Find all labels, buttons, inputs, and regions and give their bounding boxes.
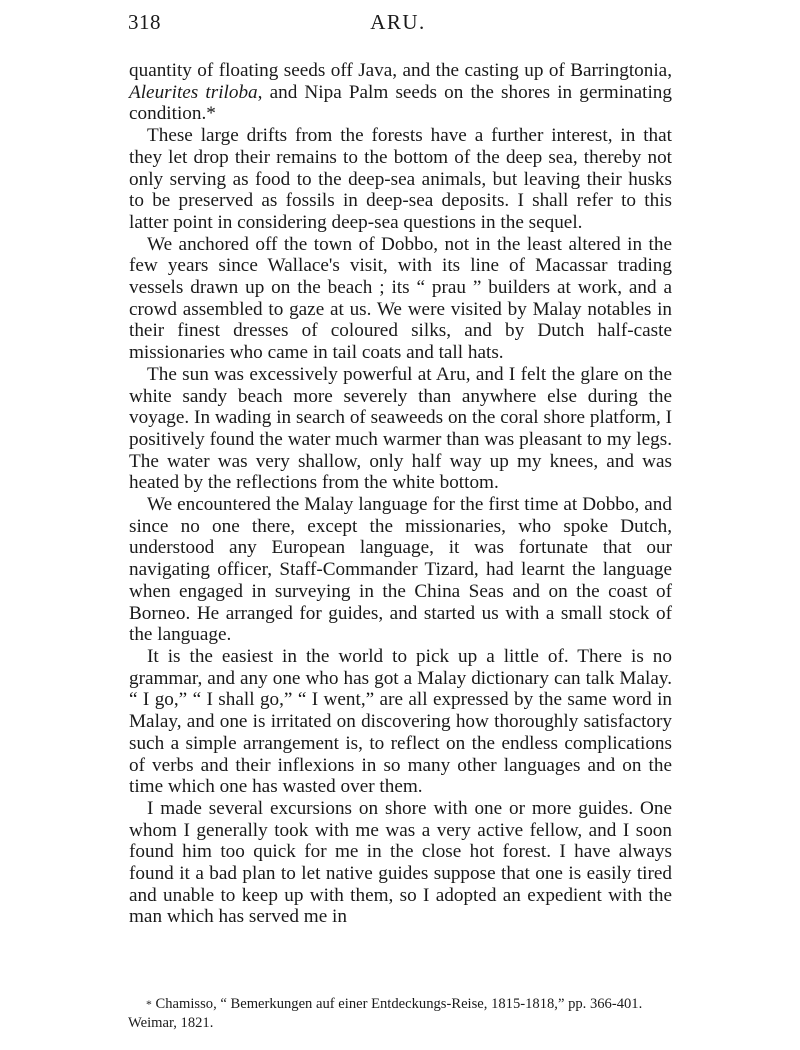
footnote	[128, 995, 673, 1032]
footnote-reference: *	[206, 103, 216, 125]
paragraph-4: The sun was excessively powerful at Aru, and I felt the glare on the white sandy beach more severely than anywhere else during the voyage. In wading in search of seaweeds on the coral shore platform, I positively found the water much warmer than was pleasant to my legs. The water was very shallow, only half way up my knees, and was heated by the reflections from the white bottom.	[129, 363, 672, 494]
footnote-text: Chamisso, “ Bemerkungen auf einer Entdeckungs-Reise, 1815-1818,” pp. 366-401. Weimar, 1821.	[128, 996, 643, 1031]
paragraph-1-start: quantity of floating seeds off Java, and the casting up of Barringtonia,	[129, 60, 672, 81]
paragraph-7: I made several excursions on shore with one or more guides. One whom I generally took with me was a very active fellow, and I soon found him too quick for me in the close hot forest. I have always found it a bad plan to let native guides suppose that one is easily tired and unable to keep up with them, so I adopted an expedient with the man which has served me in	[129, 797, 672, 928]
paragraph-2: These large drifts from the forests have a further interest, in that they let drop their remains to the bottom of the deep sea, thereby not only serving as food to the deep-sea animals, but leaving their husks to be preserved as fossils in deep-sea deposits. I shall refer to this latter point in considering deep-sea questions in the sequel.	[129, 125, 672, 233]
paragraph-5: We encountered the Malay language for the first time at Dobbo, and since no one there, except the missionaries, who spoke Dutch, understood any European language, it was fortunate that our navigating officer, Staff-Commander Tizard, had learnt the language when engaged in surveying in the China Seas and on the coast of Borneo. He arranged for guides, and started us with a small stock of the language.	[129, 494, 672, 646]
footnote-marker: *	[146, 998, 152, 1011]
body-text	[129, 60, 672, 928]
page-number: 318	[128, 10, 161, 34]
page-header	[118, 10, 678, 50]
footnote-paragraph	[128, 995, 673, 1032]
paragraph-1-end: , and Nipa Palm seeds on the shores in germinating condition.	[129, 81, 672, 125]
running-head: ARU.	[370, 10, 426, 34]
paragraph-6: It is the easiest in the world to pick up a little of. There is no grammar, and any one who has got a Malay dictionary can talk Malay. “ I go,” “ I shall go,” “ I went,” are all expressed by the same word in Malay, and one is irritated on discovering how thoroughly satisfactory such a simple arrangement is, to reflect on the endless complications of verbs and their inflexions in so many other languages and on the time which one has wasted over them.	[129, 645, 672, 798]
italic-species-name: Aleurites triloba	[129, 81, 258, 103]
paragraph-3: We anchored off the town of Dobbo, not in the least altered in the few years since Wallace's visit, with its line of Macassar trading vessels drawn up on the beach ; its “ prau ” builders at work, and a crowd assembled to gaze at us. We were visited by Malay notables in their finest dresses of coloured silks, and by Dutch half-caste missionaries who came in tail coats and tall hats.	[129, 233, 672, 364]
paragraph-1	[129, 60, 672, 125]
